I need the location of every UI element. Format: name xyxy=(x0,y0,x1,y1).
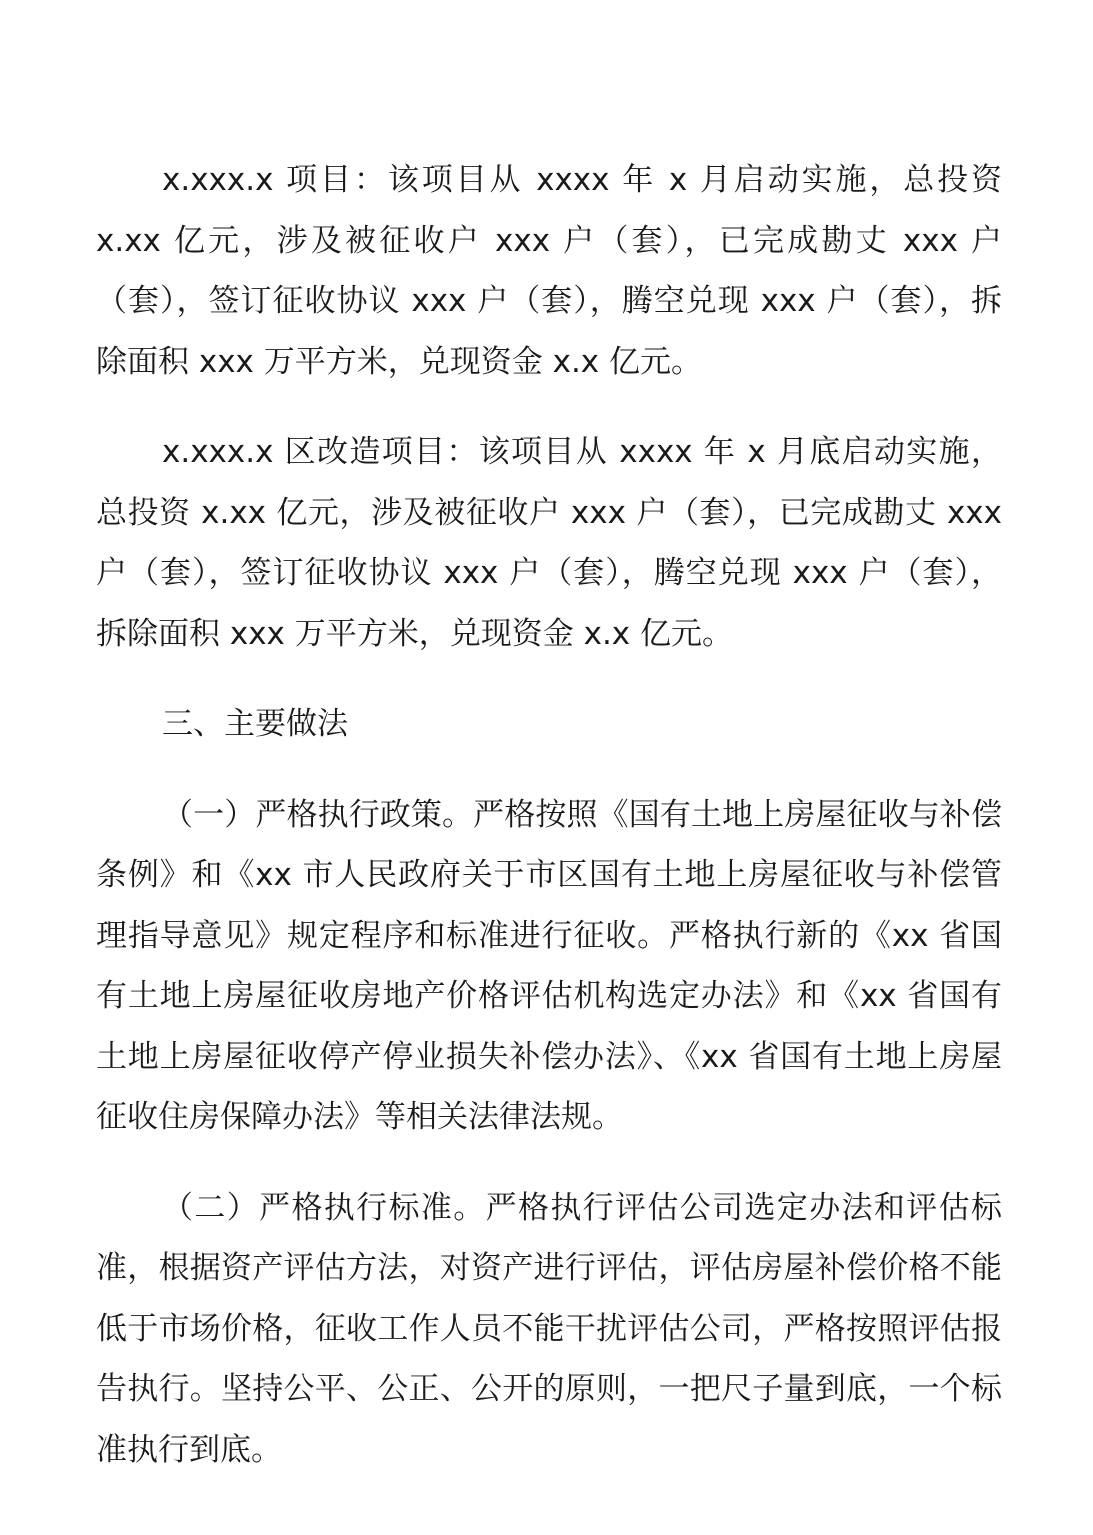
paragraph-standard-execution: （二）严格执行标准。严格执行评估公司选定办法和评估标准，根据资产评估方法，对资产进行评估，评估房屋补偿价格不能低于市场价格，征收工作人员不能干扰评估公司，严格按照评估报告执行。坚持公平、公正、公开的原则，一把尺子量到底，一个标准执行到底。 xyxy=(96,1189,1002,1468)
paragraph-project-one: x.xxx.x 项目：该项目从 xxxx 年 x 月启动实施，总投资 x.xx 亿元，涉及被征收户 xxx 户（套），已完成勘丈 xxx 户（套），签订征收协议 xxx 户（套），腾空兑现 xxx 户（套），拆除面积 xxx 万平方米，兑现资金 x.x 亿元。 xyxy=(96,162,1002,380)
document-page xyxy=(96,150,1002,1510)
section-heading-main-practices: 三、主要做法 xyxy=(162,706,348,742)
paragraph-project-two: x.xxx.x 区改造项目：该项目从 xxxx 年 x 月底启动实施，总投资 x.xx 亿元，涉及被征收户 xxx 户（套），已完成勘丈 xxx 户（套），签订征收协议 xxx 户（套），腾空兑现 xxx 户（套），拆除面积 xxx 万平方米，兑现资金 x.x 亿元。 xyxy=(96,434,1002,652)
paragraph-policy-execution: （一）严格执行政策。严格按照《国有土地上房屋征收与补偿条例》和《xx 市人民政府关于市区国有土地上房屋征收与补偿管理指导意见》规定程序和标准进行征收。严格执行新的《xx 省国有土地上房屋征收房地产价格评估机构选定办法》和《xx 省国有土地上房屋征收停产停业损失补偿办法》、《xx 省国有土地上房屋征收住房保障办法》等相关法律法规。 xyxy=(96,796,1002,1135)
